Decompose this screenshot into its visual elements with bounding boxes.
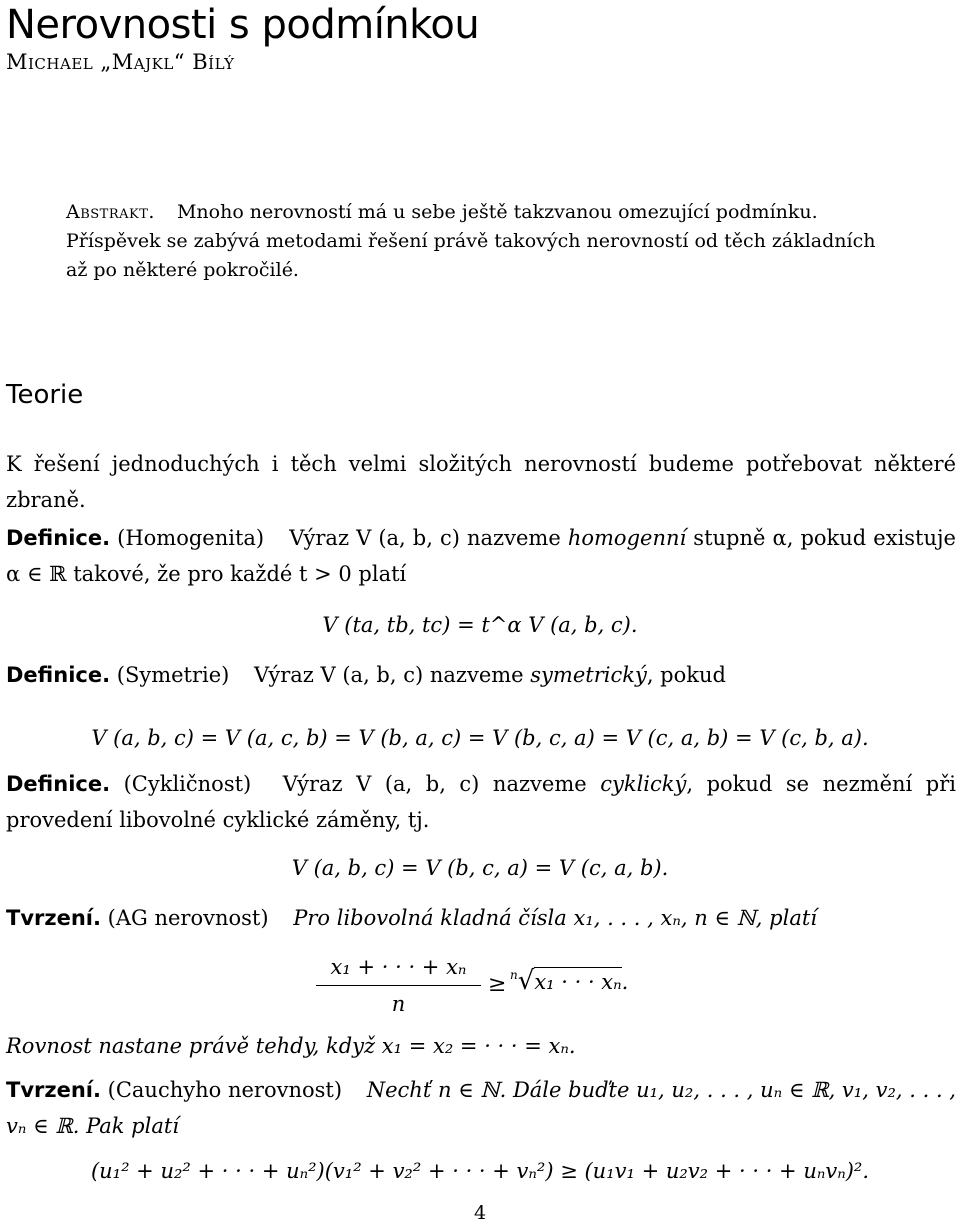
theorem-statement: Pro libovolná kladná čísla x₁, . . . , xₙ, n ∈ ℕ, platí bbox=[293, 906, 817, 930]
theorem-name: (AG nerovnost) bbox=[107, 906, 269, 930]
theorem-statement: Nechť n ∈ ℕ. Dále buďte u₁, u₂, . . . , uₙ ∈ ℝ, v₁, v₂, . . . , vₙ ∈ ℝ. Pak platí bbox=[6, 1078, 956, 1138]
ag-relation: ≥ bbox=[488, 972, 507, 997]
definition-text: Výraz V (a, b, c) nazveme bbox=[282, 772, 587, 796]
theorem-name: (Cauchyho nerovnost) bbox=[107, 1078, 343, 1102]
document-title: Nerovnosti s podmínkou bbox=[6, 2, 480, 48]
theorem-label: Tvrzení. bbox=[6, 1078, 101, 1102]
definition-label: Definice. bbox=[6, 772, 111, 796]
definition-text: , pokud se nezmění při provedení libovolné cyklické záměny, tj. bbox=[6, 772, 956, 832]
definition-term: symetrický bbox=[530, 663, 647, 687]
definition-text: Výraz V (a, b, c) nazveme bbox=[289, 526, 561, 550]
fraction-numerator: x₁ + · · · + xₙ bbox=[330, 955, 467, 979]
definition-symmetry bbox=[6, 657, 956, 693]
definition-text: stupně α, pokud existuje α ∈ ℝ takové, že pro každé t > 0 platí bbox=[6, 526, 956, 586]
theorem-cauchy bbox=[6, 1072, 956, 1144]
definition-homogenity bbox=[6, 520, 956, 592]
symmetry-formula: V (a, b, c) = V (a, c, b) = V (b, a, c) = V (b, c, a) = V (c, a, b) = V (c, b, a). bbox=[91, 726, 869, 750]
definition-label: Definice. bbox=[6, 526, 111, 550]
abstract-text: Mnoho nerovností má u sebe ještě takzvanou omezující podmínku. Příspěvek se zabývá metodami řešení právě takových nerovností od těch základních až po některé pokročilé. bbox=[66, 201, 876, 281]
definition-term: cyklický bbox=[600, 772, 687, 796]
fraction-denominator: n bbox=[391, 992, 406, 1016]
cauchy-formula: (u₁² + u₂² + · · · + uₙ²)(v₁² + v₂² + · · · + vₙ²) ≥ (u₁v₁ + u₂v₂ + · · · + uₙvₙ)². bbox=[90, 1159, 870, 1183]
ag-equality-condition: Rovnost nastane právě tehdy, když x₁ = x₂ = · · · = xₙ. bbox=[6, 1034, 576, 1058]
definition-text: , pokud bbox=[646, 663, 726, 687]
definition-term: homogenní bbox=[567, 526, 687, 550]
section-title: Teorie bbox=[6, 380, 84, 410]
abstract-label: Abstrakt. bbox=[66, 201, 155, 223]
abstract-block bbox=[66, 198, 896, 285]
root-radicand: x₁ · · · xₙ bbox=[534, 967, 621, 994]
ag-root: $^n$√x₁ · · · xₙ. bbox=[510, 966, 629, 996]
ag-fraction bbox=[316, 953, 481, 1018]
definition-text: Výraz V (a, b, c) nazveme bbox=[254, 663, 524, 687]
theorem-ag bbox=[6, 900, 956, 936]
intro-paragraph: K řešení jednoduchých i těch velmi složitých nerovností budeme potřebovat některé zbraně. bbox=[6, 452, 956, 512]
cyclic-formula: V (a, b, c) = V (b, c, a) = V (c, a, b). bbox=[291, 856, 669, 880]
definition-name: (Cykličnost) bbox=[123, 772, 252, 796]
definition-name: (Symetrie) bbox=[116, 663, 230, 687]
definition-label: Definice. bbox=[6, 663, 111, 687]
definition-name: (Homogenita) bbox=[117, 526, 265, 550]
fraction-bar bbox=[316, 985, 481, 986]
homogenity-formula: V (ta, tb, tc) = t^α V (a, b, c). bbox=[322, 613, 638, 637]
theorem-label: Tvrzení. bbox=[6, 906, 101, 930]
author-name: Michael „Majkl“ Bílý bbox=[6, 50, 235, 74]
page-number: 4 bbox=[473, 1202, 487, 1224]
definition-cyclic bbox=[6, 766, 956, 838]
root-index: n bbox=[510, 968, 518, 982]
radical-sign-icon: √ bbox=[517, 966, 535, 996]
